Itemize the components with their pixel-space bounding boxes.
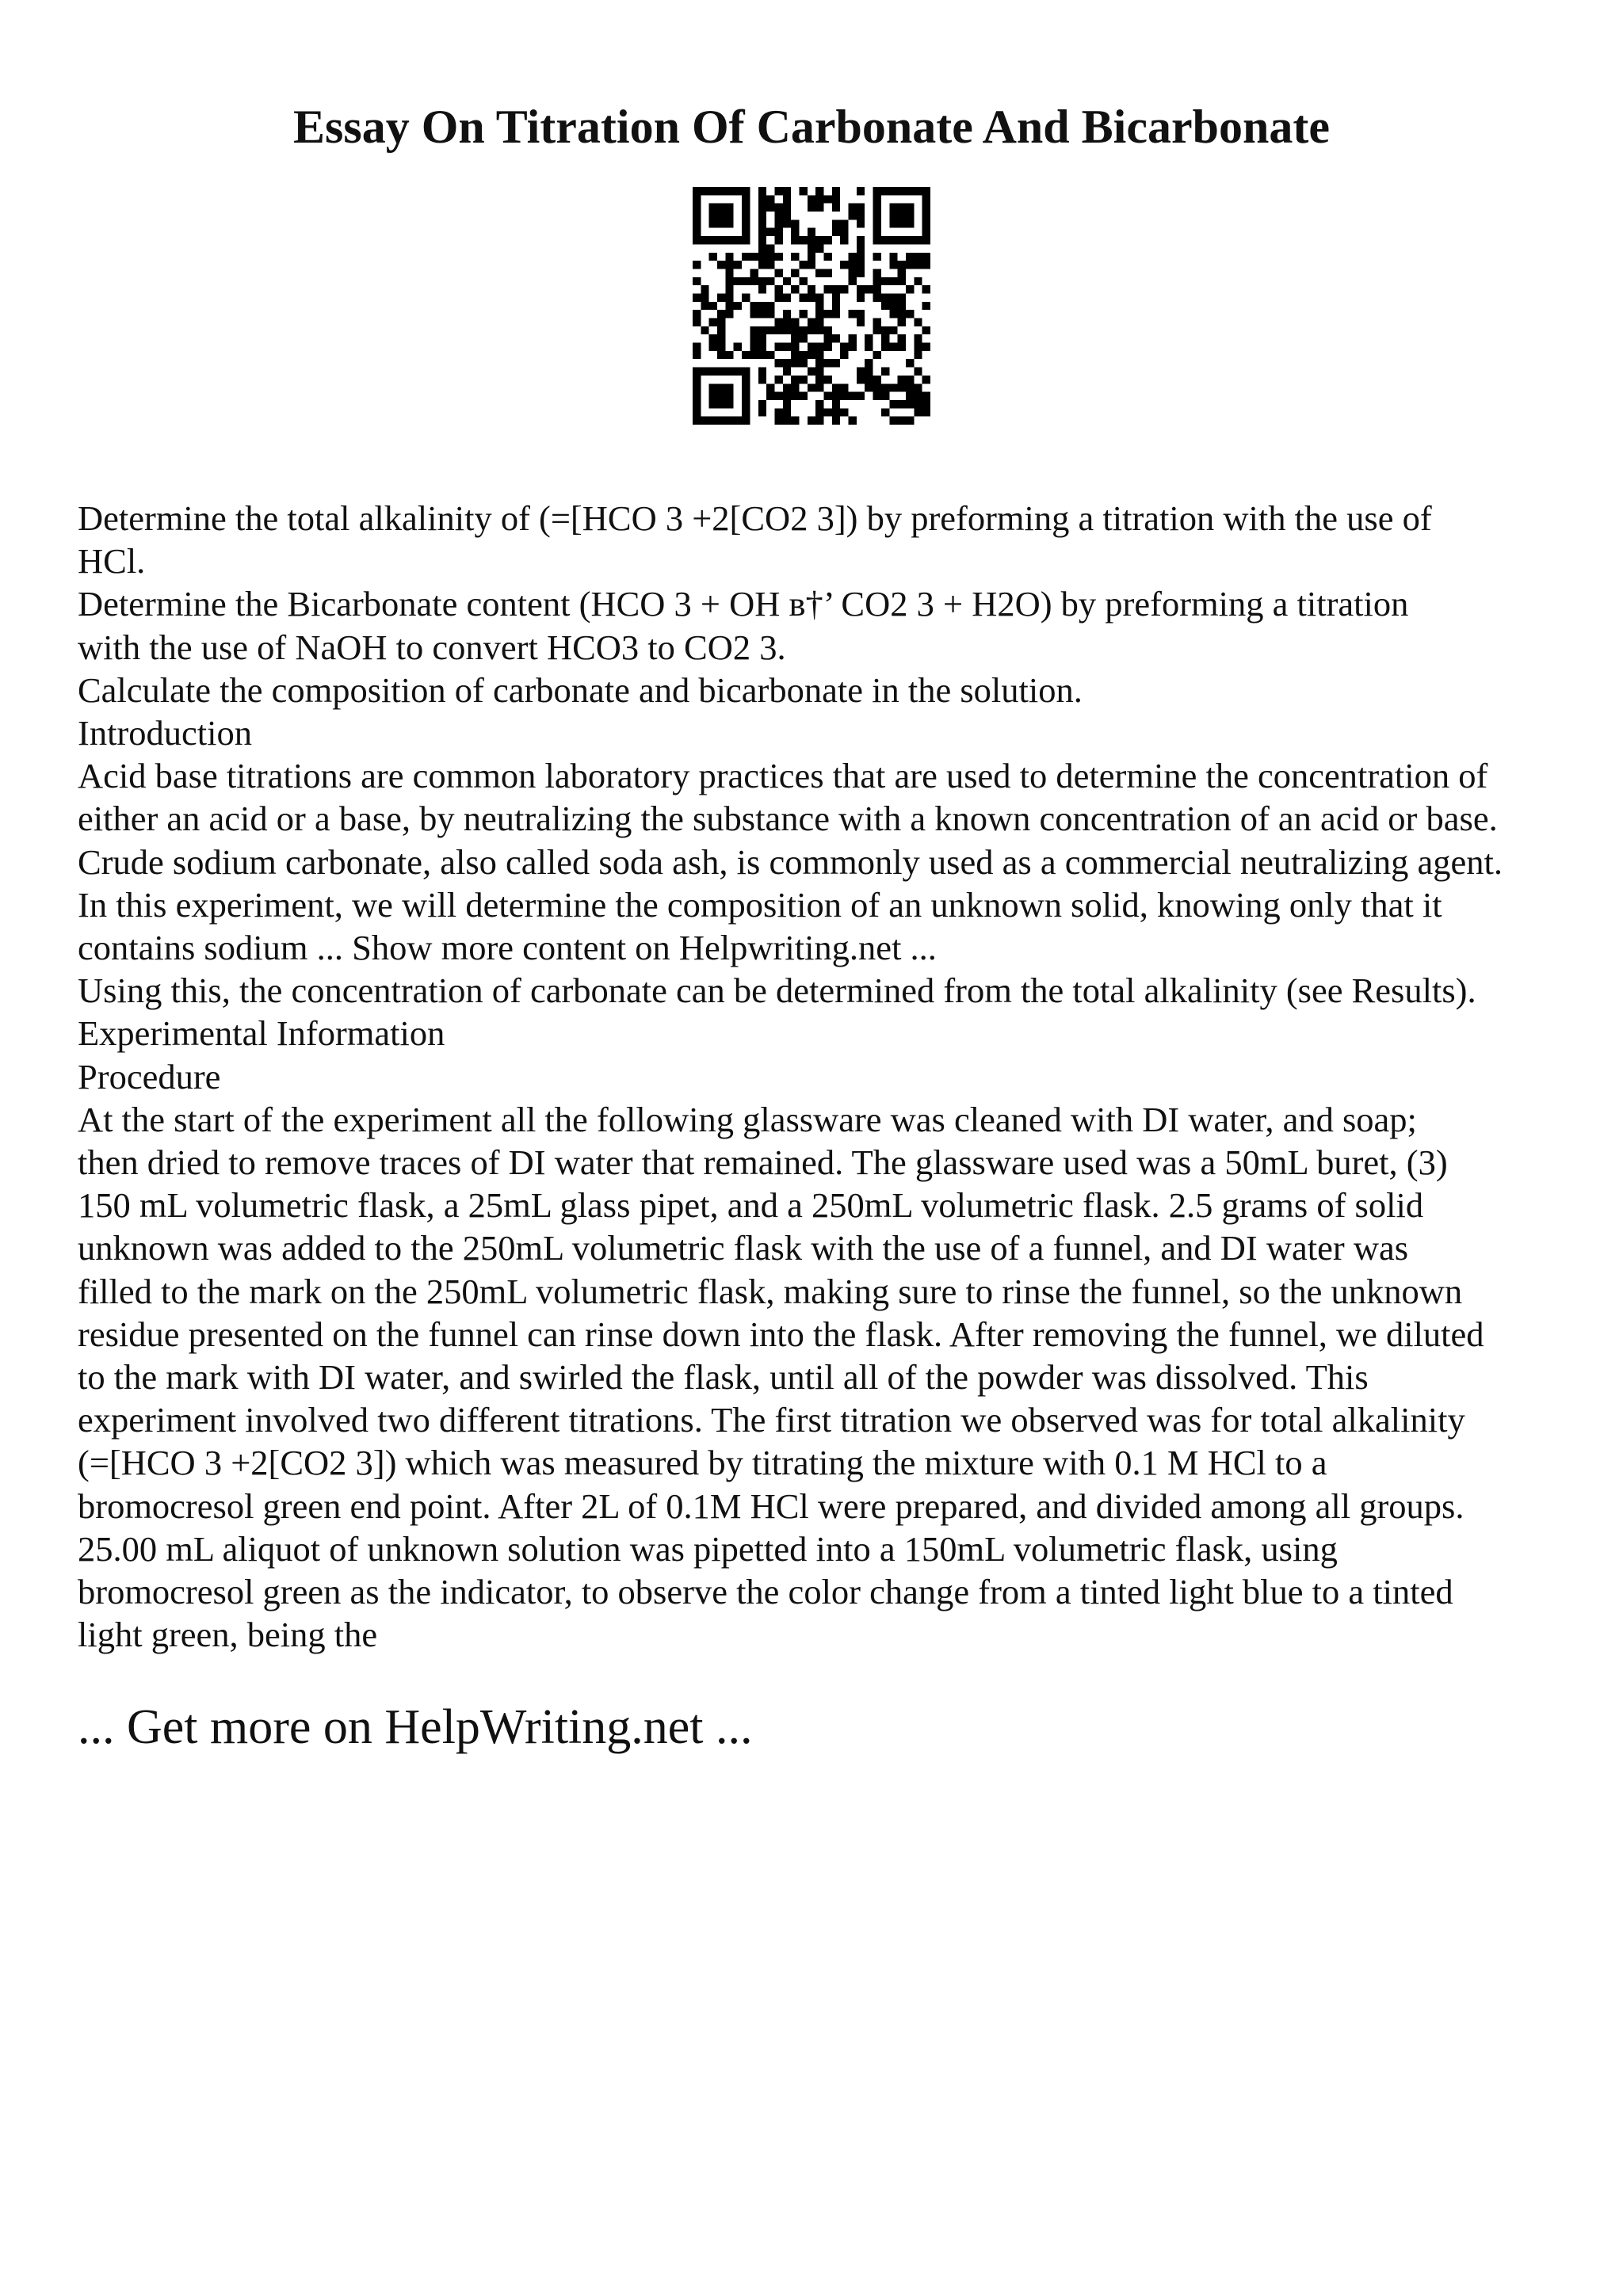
page-title: Essay On Titration Of Carbonate And Bicarbonate [293, 101, 1330, 153]
body-line: Determine the Bicarbonate content (HCO 3 + OH в†’ CO2 3 + H2O) by preforming a titration [78, 584, 1409, 624]
body-line: either an acid or a base, by neutralizing the substance with a known concentration of an acid or base. [78, 799, 1498, 839]
body-line: to the mark with DI water, and swirled the flask, until all of the powder was dissolved. This [78, 1357, 1369, 1398]
body-line: At the start of the experiment all the following glassware was cleaned with DI water, and soap; [78, 1099, 1417, 1139]
body-line: Acid base titrations are common laboratory practices that are used to determine the concentration of [78, 756, 1488, 796]
body-line: light green, being the [78, 1615, 378, 1655]
body-line: Procedure [78, 1056, 221, 1097]
body-line: with the use of NaOH to convert HCO3 to CO2 3. [78, 627, 786, 667]
qr-code-graphic [693, 187, 930, 425]
body-line: Crude sodium carbonate, also called soda ash, is commonly used as a commercial neutralizing agent. [78, 841, 1503, 882]
body-line: bromocresol green end point. After 2L of 0.1M HCl were prepared, and divided among all groups. [78, 1486, 1465, 1526]
body-line: Calculate the composition of carbonate and bicarbonate in the solution. [78, 669, 1083, 710]
body-line: 150 mL volumetric flask, a 25mL glass pipet, and a 250mL volumetric flask. 2.5 grams of solid [78, 1185, 1424, 1226]
body-line: HCl. [78, 541, 146, 582]
body-line: In this experiment, we will determine the composition of an unknown solid, knowing only that it [78, 884, 1442, 925]
body-line: Introduction [78, 713, 252, 753]
body-line: experiment involved two different titrations. The first titration we observed was for total alkalinity [78, 1400, 1465, 1440]
get-more-link[interactable]: ... Get more on HelpWriting.net ... [78, 1700, 753, 1754]
body-line: bromocresol green as the indicator, to observe the color change from a tinted light blue to a tinted [78, 1572, 1453, 1612]
essay-body [78, 497, 1583, 1656]
body-line: residue presented on the funnel can rinse down into the flask. After removing the funnel, we diluted [78, 1314, 1484, 1354]
body-line: contains sodium ... Show more content on Helpwriting.net ... [78, 928, 937, 968]
body-line: unknown was added to the 250mL volumetric flask with the use of a funnel, and DI water was [78, 1228, 1409, 1268]
body-line: 25.00 mL aliquot of unknown solution was pipetted into a 150mL volumetric flask, using [78, 1528, 1338, 1569]
body-line: Determine the total alkalinity of (=[HCO 3 +2[CO2 3]) by preforming a titration with the use of [78, 498, 1432, 538]
body-line: Using this, the concentration of carbonate can be determined from the total alkalinity (see Results). [78, 971, 1476, 1011]
body-line: filled to the mark on the 250mL volumetric flask, making sure to rinse the funnel, so the unknown [78, 1271, 1463, 1311]
body-line: Experimental Information [78, 1013, 445, 1054]
qr-code-icon [693, 187, 930, 425]
body-line: then dried to remove traces of DI water that remained. The glassware used was a 50mL buret, (3) [78, 1142, 1448, 1183]
body-line: (=[HCO 3 +2[CO2 3]) which was measured by titrating the mixture with 0.1 M HCl to a [78, 1443, 1327, 1483]
